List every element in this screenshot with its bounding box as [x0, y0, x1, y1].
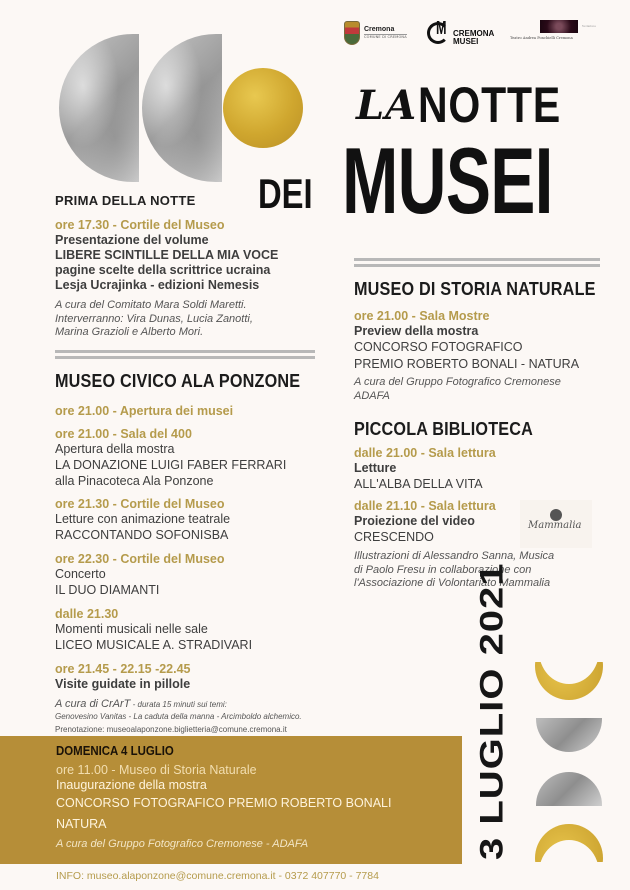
- info-footer[interactable]: INFO: museo.alaponzone@comune.cremona.it - 0372 407770 - 7784: [56, 870, 379, 882]
- gold-full-moon-icon: [223, 68, 303, 148]
- event-item: [55, 662, 315, 736]
- event-line: Momenti musicali nelle sale: [55, 621, 208, 636]
- title-musei: MUSEI: [342, 128, 553, 233]
- event-line: LICEO MUSICALE A. STRADIVARI: [55, 637, 253, 652]
- event-line: RACCONTANDO SOFONISBA: [55, 527, 229, 542]
- event-item: [55, 427, 315, 489]
- museo-civico-title: MUSEO CIVICO ALA PONZONE: [55, 370, 301, 391]
- prima-della-notte-section: [55, 193, 315, 340]
- event-credit: A cura del Comitato Mara Soldi Maretti.: [55, 299, 247, 311]
- teatro-name: Teatro Andrea Ponchielli Cremona: [510, 36, 573, 40]
- museo-civico-section: [55, 371, 315, 736]
- event-line: alla Pinacoteca Ala Ponzone: [55, 473, 214, 488]
- event-line: Letture: [354, 461, 397, 475]
- piccola-biblioteca-title: PICCOLA BIBLIOTECA: [354, 419, 534, 439]
- title-dei: DEI: [258, 170, 313, 217]
- prima-della-notte-label: PRIMA DELLA NOTTE: [55, 193, 196, 208]
- event-line: CONCORSO FOTOGRAFICO PREMIO ROBERTO BONALI: [56, 796, 392, 810]
- event-item: [55, 607, 315, 654]
- event-line: IL DUO DIAMANTI: [55, 582, 160, 597]
- section-divider: [55, 350, 315, 359]
- event-credit: A cura del Gruppo Fotografico Cremonese - ADAFA: [56, 838, 309, 850]
- coat-of-arms-icon: [344, 21, 360, 45]
- cremona-musei-logo: [427, 15, 499, 51]
- event-line: Apertura della mostra: [55, 441, 175, 456]
- event-line: LIBERE SCINTILLE DELLA MIA VOCE: [55, 248, 279, 262]
- event-time: ore 21.45 - 22.15 -22.45: [55, 661, 191, 676]
- event-line: CRESCENDO: [354, 530, 434, 544]
- comune-name: Cremona: [364, 26, 395, 34]
- event-line: Presentazione del volume: [55, 233, 209, 247]
- event-time: dalle 21.30: [55, 606, 119, 621]
- musei-logo-line2: MUSEI: [453, 37, 479, 46]
- event-credit: Illustrazioni di Alessandro Sanna, Musica: [354, 550, 555, 562]
- event-credit: Interverranno: Vira Dunas, Lucia Zanotti,: [55, 312, 253, 325]
- event-item: [55, 404, 315, 419]
- booking-email[interactable]: Prenotazione: museoalaponzone.biglietteria@comune.cremona.it: [55, 725, 287, 734]
- guided-themes: Genovesino Vanitas - La caduta della manna - Arcimboldo alchemico.: [55, 712, 302, 721]
- title-la: LA: [356, 82, 418, 129]
- domenica-title: DOMENICA 4 LUGLIO: [56, 743, 174, 758]
- event-credit: A cura del Gruppo Fotografico Cremonese: [354, 376, 561, 388]
- domenica-band: [0, 736, 462, 864]
- event-line: Inaugurazione della mostra: [56, 778, 207, 792]
- event-line: Visite guidate in pillole: [55, 676, 191, 691]
- event-credit: Marina Grazioli e Alberto Mori.: [55, 326, 204, 338]
- event-line: PREMIO ROBERTO BONALI - NATURA: [354, 357, 580, 371]
- teatro-logo: [510, 20, 606, 42]
- event-line: NATURA: [56, 817, 107, 831]
- event-time: ore 21.00 - Sala Mostre: [354, 309, 490, 323]
- event-line: LA DONAZIONE LUIGI FABER FERRARI: [55, 457, 287, 472]
- event-item: [354, 446, 604, 493]
- gold-crescent-moon-icon: [535, 822, 603, 862]
- event-date: [470, 562, 515, 860]
- teatro-tag: fondazione: [582, 25, 596, 28]
- marble-half-moon-icon: [536, 718, 602, 752]
- museo-storia-naturale-section: [354, 279, 604, 403]
- event-time: ore 21.00 - Sala del 400: [55, 426, 192, 441]
- guided-duration: - durata 15 minuti sui temi:: [130, 699, 227, 709]
- event-time: ore 21.30 - Cortile del Museo: [55, 496, 225, 511]
- cm-monogram-icon: M: [427, 18, 451, 48]
- event-time: dalle 21.10 - Sala lettura: [354, 499, 496, 513]
- event-credit: ADAFA: [354, 389, 390, 402]
- event-line: Proiezione del video: [354, 514, 475, 528]
- event-time: dalle 21.00 - Sala lettura: [354, 446, 496, 460]
- event-line: Concerto: [55, 566, 106, 581]
- marble-half-moon-icon: [59, 34, 139, 182]
- event-line: Preview della mostra: [354, 324, 479, 338]
- event-time: ore 17.30 - Cortile del Museo: [55, 218, 225, 232]
- museo-storia-naturale-title: MUSEO DI STORIA NATURALE: [354, 279, 596, 299]
- left-column: [55, 193, 315, 735]
- event-line: Lesja Ucrajinka - edizioni Nemesis: [55, 278, 260, 292]
- event-time: ore 22.30 - Cortile del Museo: [55, 551, 225, 566]
- marble-half-moon-icon: [536, 772, 602, 806]
- musei-logo-line1: CREMONA: [453, 28, 495, 38]
- event-date-text: 3 LUGLIO 2021: [474, 562, 511, 860]
- event-time: ore 11.00 - Museo di Storia Naturale: [56, 763, 257, 777]
- event-credit: di Paolo Fresu in collaborazione con: [354, 563, 532, 576]
- gold-crescent-moon-icon: [535, 662, 603, 702]
- teatro-image-icon: [540, 20, 578, 33]
- section-divider: [354, 258, 600, 267]
- event-item: [55, 497, 315, 544]
- title-notte: NOTTE: [418, 77, 562, 133]
- event-credit: l'Associazione di Volontariato Mammalia: [354, 577, 551, 589]
- mammalia-wordmark: Mammalia: [528, 520, 582, 531]
- marble-half-moon-icon: [142, 34, 222, 182]
- comune-cremona-logo: [344, 18, 424, 48]
- event-line: CONCORSO FOTOGRAFICO: [354, 340, 523, 354]
- event-item: [55, 552, 315, 599]
- event-line: ALL'ALBA DELLA VITA: [354, 477, 483, 491]
- event-line: pagine scelte della scrittrice ucraina: [55, 263, 271, 277]
- mammalia-logo: [520, 500, 592, 548]
- comune-subtitle: COMUNE DI CREMONA: [364, 35, 407, 40]
- event-time: ore 21.00 - Apertura dei musei: [55, 403, 234, 418]
- event-line: Letture con animazione teatrale: [55, 511, 231, 526]
- guided-curator: A cura di CrArT: [55, 697, 131, 710]
